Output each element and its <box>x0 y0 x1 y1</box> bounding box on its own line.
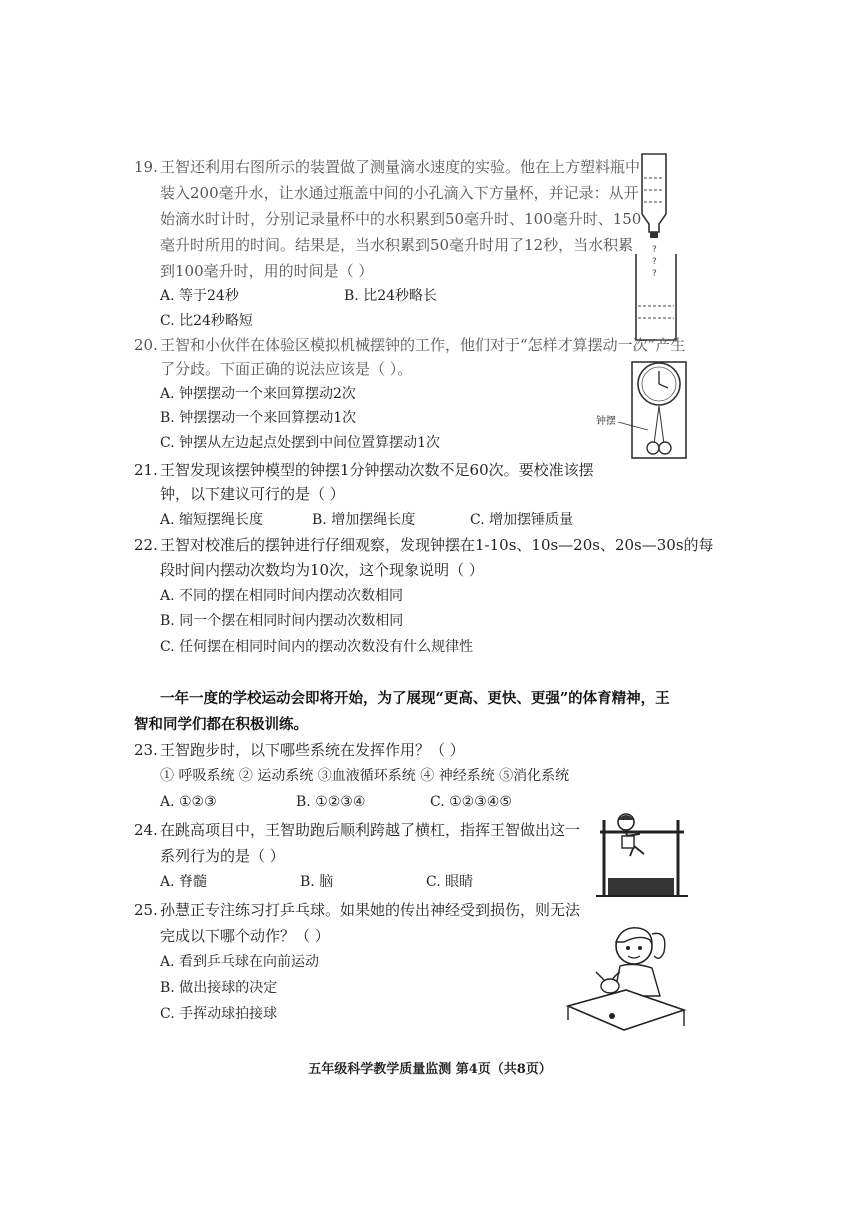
question-19-line-5: 到100毫升时，用的时间是（ ） <box>160 262 374 280</box>
ping-pong-girl-figure <box>564 920 690 1038</box>
question-22-option-a: A. 不同的摆在相同时间内摆动次数相同 <box>160 588 404 604</box>
question-24-option-c: C. 眼睛 <box>426 874 474 890</box>
question-20-option-a: A. 钟摆摆动一个来回算摆动2次 <box>160 386 356 402</box>
question-20-option-c: C. 钟摆从左边起点处摆到中间位置算摆动1次 <box>160 435 441 451</box>
question-25-line-1: 25. 孙慧正专注练习打乒乓球。如果她的传出神经受到损伤，则无法 <box>134 901 581 919</box>
question-19-option-b: B. 比24秒略长 <box>344 288 438 304</box>
question-20-line-1: 20. 王智和小伙伴在体验区模拟机械摆钟的工作，他们对于“怎样才算摆动一次”产生 <box>134 336 686 354</box>
question-20-line-2: 了分歧。下面正确的说法应该是（ ）。 <box>160 360 413 378</box>
high-jump-figure <box>594 808 690 904</box>
question-23-line-1: 23. 王智跑步时，以下哪些系统在发挥作用？（ ） <box>134 741 465 759</box>
question-19-line-4: 毫升时所用的时间。结果是，当水积累到50毫升时用了12秒，当水积累 <box>160 236 634 254</box>
question-25-option-c: C. 手挥动球拍接球 <box>160 1006 278 1022</box>
question-22-option-c: C. 任何摆在相同时间内的摆动次数没有什么规律性 <box>160 639 474 655</box>
question-25-option-a: A. 看到乒乓球在向前运动 <box>160 954 320 970</box>
question-21-line-2: 钟，以下建议可行的是（ ） <box>160 485 345 503</box>
question-22-line-2: 段时间内摆动次数均为10次，这个现象说明（ ） <box>160 561 484 579</box>
pendulum-label: 钟摆 <box>596 416 616 427</box>
question-19-line-1: 19. 王智还利用右图所示的装置做了测量滴水速度的实验。他在上方塑料瓶中 <box>134 158 641 176</box>
question-25-line-2: 完成以下哪个动作？（ ） <box>160 927 330 945</box>
intro-line-1: 一年一度的学校运动会即将开始，为了展现“更高、更快、更强”的体育精神，王 <box>160 690 670 707</box>
svg-text:?: ? <box>652 257 657 267</box>
page-footer: 五年级科学教学质量监测 第4页（共8页） <box>308 1062 552 1077</box>
svg-text:?: ? <box>652 269 657 279</box>
drip-apparatus-figure <box>628 148 688 348</box>
question-23-option-b: B. ①②③④ <box>296 794 366 810</box>
question-21-line-1: 21. 王智发现该摆钟模型的钟摆1分钟摆动次数不足60次。要校准该摆 <box>134 461 594 479</box>
question-24-line-1: 24. 在跳高项目中，王智助跑后顺利跨越了横杠，指挥王智做出这一 <box>134 821 581 839</box>
question-23-option-c: C. ①②③④⑤ <box>430 794 512 810</box>
pendulum-clock-figure <box>596 360 696 464</box>
question-25-option-b: B. 做出接球的决定 <box>160 980 278 996</box>
question-21-option-b: B. 增加摆绳长度 <box>312 512 416 528</box>
question-22-line-1: 22. 王智对校准后的摆钟进行仔细观察，发现钟摆在1-10s、10s—20s、20s—30s的每 <box>134 536 714 554</box>
question-20-option-b: B. 钟摆摆动一个来回算摆动1次 <box>160 410 357 426</box>
question-24-line-2: 系列行为的是（ ） <box>160 847 285 865</box>
question-22-option-b: B. 同一个摆在相同时间内摆动次数相同 <box>160 613 404 629</box>
question-21-option-a: A. 缩短摆绳长度 <box>160 512 264 528</box>
intro-line-2: 智和同学们都在积极训练。 <box>134 716 308 733</box>
question-21-option-c: C. 增加摆锤质量 <box>470 512 574 528</box>
question-19-line-3: 始滴水时计时，分别记录量杯中的水积累到50毫升时、100毫升时、150 <box>160 210 642 228</box>
question-19-option-a: A. 等于24秒 <box>160 288 239 304</box>
svg-text:?: ? <box>652 245 657 255</box>
question-19-option-c: C. 比24秒略短 <box>160 313 253 329</box>
question-23-option-a: A. ①②③ <box>160 794 217 810</box>
question-24-option-b: B. 脑 <box>300 874 334 890</box>
question-19-line-2: 装入200毫升水，让水通过瓶盖中间的小孔滴入下方量杯，并记录：从开 <box>160 184 639 202</box>
question-23-items: ① 呼吸系统 ② 运动系统 ③血液循环系统 ④ 神经系统 ⑤消化系统 <box>160 768 570 784</box>
question-24-option-a: A. 脊髓 <box>160 874 208 890</box>
